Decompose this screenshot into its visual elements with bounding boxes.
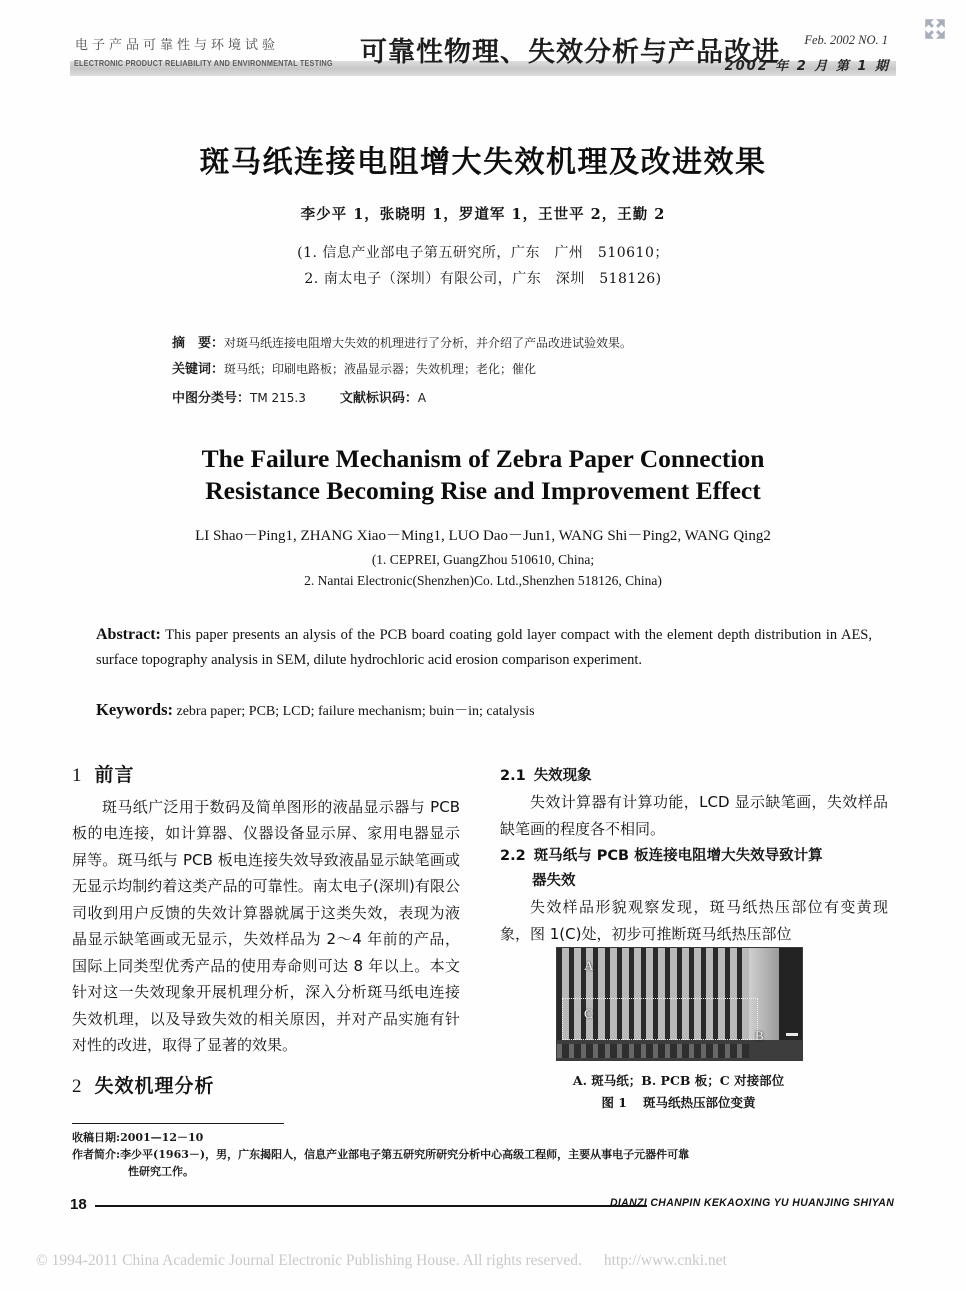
- footnote-received-value: 2001—12－10: [120, 1131, 204, 1144]
- article-title-en-line2: Resistance Becoming Rise and Improvement Effect: [205, 476, 761, 505]
- cnki-url: http://www.cnki.net: [603, 1252, 727, 1269]
- abstract-block-en: [96, 622, 872, 673]
- section-2-number: 2: [72, 1075, 83, 1097]
- section-2-title: 失效机理分析: [94, 1074, 215, 1097]
- article-authors-en: LI Shao－Ping1, ZHANG Xiao－Ming1, LUO Dao－Jun1, WANG Shi－Ping2, WANG Qing2: [195, 528, 771, 544]
- figure-legend: A. 斑马纸；B. PCB 板；C 对接部位: [572, 1073, 785, 1088]
- abstract-text-en: This paper presents an alysis of the PCB board coating gold layer compact with the element depth distribution in AES, surface topography analysis in SEM, dilute hydrochloric acid erosion comparison experiment.: [96, 627, 872, 668]
- footnote-received-label: 收稿日期: [72, 1131, 116, 1144]
- figure-caption: [556, 1093, 801, 1111]
- abstract-label-cn: 摘 要: [172, 336, 212, 351]
- doccode-value-cn: A: [417, 391, 427, 405]
- figure-base-teeth: [557, 1044, 749, 1058]
- section-2-2-paragraph: 失效样品形貌观察发现，斑马纸热压部位有变黄现象，图 1(C)处，初步可推断斑马纸热压部位: [500, 898, 888, 943]
- section-2-2-number: 2.2: [500, 848, 526, 864]
- keywords-text-en: zebra paper; PCB; LCD; failure mechanism; buin－in; catalysis: [176, 704, 535, 719]
- masthead: [70, 28, 896, 80]
- article-title-en-line1: The Failure Mechanism of Zebra Paper Connection: [201, 444, 765, 473]
- footnote-block: [72, 1129, 882, 1180]
- issue-info-cn: 2002 年 2 月 第 1 期: [724, 59, 890, 74]
- figure-1: [556, 947, 801, 1111]
- section-heading-2-1: [500, 764, 888, 789]
- left-column: [72, 762, 460, 1104]
- keywords-block-en: [96, 700, 872, 720]
- figure-label-c: C: [584, 1006, 593, 1021]
- footnote-divider: [72, 1123, 284, 1124]
- footer-divider: [95, 1205, 647, 1207]
- keywords-row-cn: 关键词：斑马纸；印刷电路板；液晶显示器；失效机理；老化；催化: [172, 362, 537, 377]
- figure-base-strip: [557, 1040, 802, 1060]
- masthead-section-title: 可靠性物理、失效分析与产品改进: [360, 37, 780, 68]
- cnki-copyright: [36, 1252, 727, 1270]
- footer-journal-pinyin: DIANZI CHANPIN KEKAOXING YU HUANJING SHIYAN: [609, 1197, 894, 1209]
- footnote-bio: 作者简介:李少平(1963－)，男，广东揭阳人，信息产业部电子第五研究所研究分析中心高级工程师，主要从事电子元器件可靠 性研究工作。: [72, 1146, 882, 1180]
- figure-caption-text: 斑马纸热压部位变黄: [643, 1095, 756, 1110]
- footnote-received: 收稿日期:2001—12－10: [72, 1131, 204, 1144]
- abstract-label-en: Abstract:: [96, 626, 161, 643]
- keywords-text-cn: 斑马纸；印刷电路板；液晶显示器；失效机理；老化；催化: [224, 362, 537, 376]
- section-heading-1: [72, 762, 460, 790]
- section-1-number: 1: [72, 765, 83, 786]
- footnote-bio-value-cont: 性研究工作。: [128, 1165, 194, 1178]
- affiliation-cn-1: (1. 信息产业部电子第五研究所，广东 广州 510610；: [297, 245, 669, 261]
- journal-name-cn: 电子产品可靠性与环境试验: [75, 38, 280, 53]
- affiliation-en-2: 2. Nantai Electronic(Shenzhen)Co. Ltd.,Shenzhen 518126, China): [304, 573, 662, 588]
- section-1-title: 前言: [94, 764, 135, 786]
- footnote-bio-value: 李少平(1963－)，男，广东揭阳人，信息产业部电子第五研究所研究分析中心高级工程师，主要从事电子元器件可靠: [120, 1148, 690, 1161]
- figure-caption-number: 图 1: [601, 1095, 628, 1110]
- doccode-label-cn: 文献标识码: [339, 391, 405, 406]
- section-1-paragraph: 斑马纸广泛用于数码及简单图形的液晶显示器与 PCB 板的电连接，如计算器、仪器设备显示屏、家用电器显示屏等。斑马纸与 PCB 板电连接失效导致液晶显示缺笔画或无显示均制约着这类产品的可靠性。南太电子(深圳)有限公司收到用户反馈的失效计算器就属于这类失效，表现为液晶显示缺笔画或无显示，失效样品为 2～4 年前的产品，国际上同类型优秀产品的使用寿命则可达 8 年以上。本文针对这一失效现象开展机理分析，深入分析斑马纸电连接失效机理，以及导致失效的相关原因，并对产品实施有针对性的改进，取得了显著的效果。: [72, 797, 460, 1054]
- keywords-label-cn: 关键词: [172, 362, 212, 377]
- keywords-label-en: Keywords:: [96, 700, 173, 719]
- article-title-en: [0, 443, 966, 507]
- issue-info-en: Feb. 2002 NO. 1: [804, 33, 888, 47]
- figure-1-image: [556, 947, 803, 1061]
- affiliation-en-1: (1. CEPREI, GuangZhou 510610, China;: [371, 552, 595, 567]
- affiliation-cn-2: 2. 南太电子（深圳）有限公司，广东 深圳 518126): [304, 271, 662, 287]
- section-2-2-title-cont: 器失效: [532, 873, 576, 889]
- section-2-1-title: 失效现象: [533, 768, 592, 784]
- clc-label-cn: 中图分类号: [172, 391, 238, 406]
- journal-name-en: ELECTRONIC PRODUCT RELIABILITY AND ENVIRONMENTAL TESTING: [74, 58, 333, 68]
- abstract-block-cn: [172, 330, 812, 411]
- abstract-text-cn: 对斑马纸连接电阻增大失效的机理进行了分析，并介绍了产品改进试验效果。: [224, 336, 633, 350]
- cnki-copyright-text: © 1994-2011 China Academic Journal Electronic Publishing House. All rights reserved.: [36, 1252, 582, 1269]
- clc-row-cn: 中图分类号：TM 215.3 文献标识码：A: [172, 391, 427, 406]
- abstract-row-cn: 摘 要：对斑马纸连接电阻增大失效的机理进行了分析，并介绍了产品改进试验效果。: [172, 336, 633, 351]
- right-column: [500, 762, 888, 947]
- figure-label-a: A: [584, 958, 594, 973]
- section-2-2-title: 斑马纸与 PCB 板连接电阻增大失效导致计算: [533, 848, 823, 864]
- section-heading-2-2: [500, 844, 888, 894]
- section-2-1-number: 2.1: [500, 768, 526, 784]
- section-heading-2: [72, 1073, 460, 1101]
- figure-scale-bar: [786, 1033, 798, 1036]
- section-2-1-paragraph: 失效计算器有计算功能，LCD 显示缺笔画，失效样品缺笔画的程度各不相同。: [500, 793, 888, 838]
- footnote-bio-label: 作者简介: [72, 1148, 116, 1161]
- figure-label-b: B: [755, 1028, 764, 1043]
- clc-value-cn: TM 215.3: [250, 391, 306, 405]
- page-number: 18: [70, 1196, 87, 1213]
- article-authors-cn: 李少平 1，张晓明 1，罗道军 1，王世平 2，王勤 2: [300, 206, 666, 223]
- expand-arrows-icon[interactable]: [922, 16, 948, 42]
- article-title-cn: 斑马纸连接电阻增大失效机理及改进效果: [199, 145, 767, 180]
